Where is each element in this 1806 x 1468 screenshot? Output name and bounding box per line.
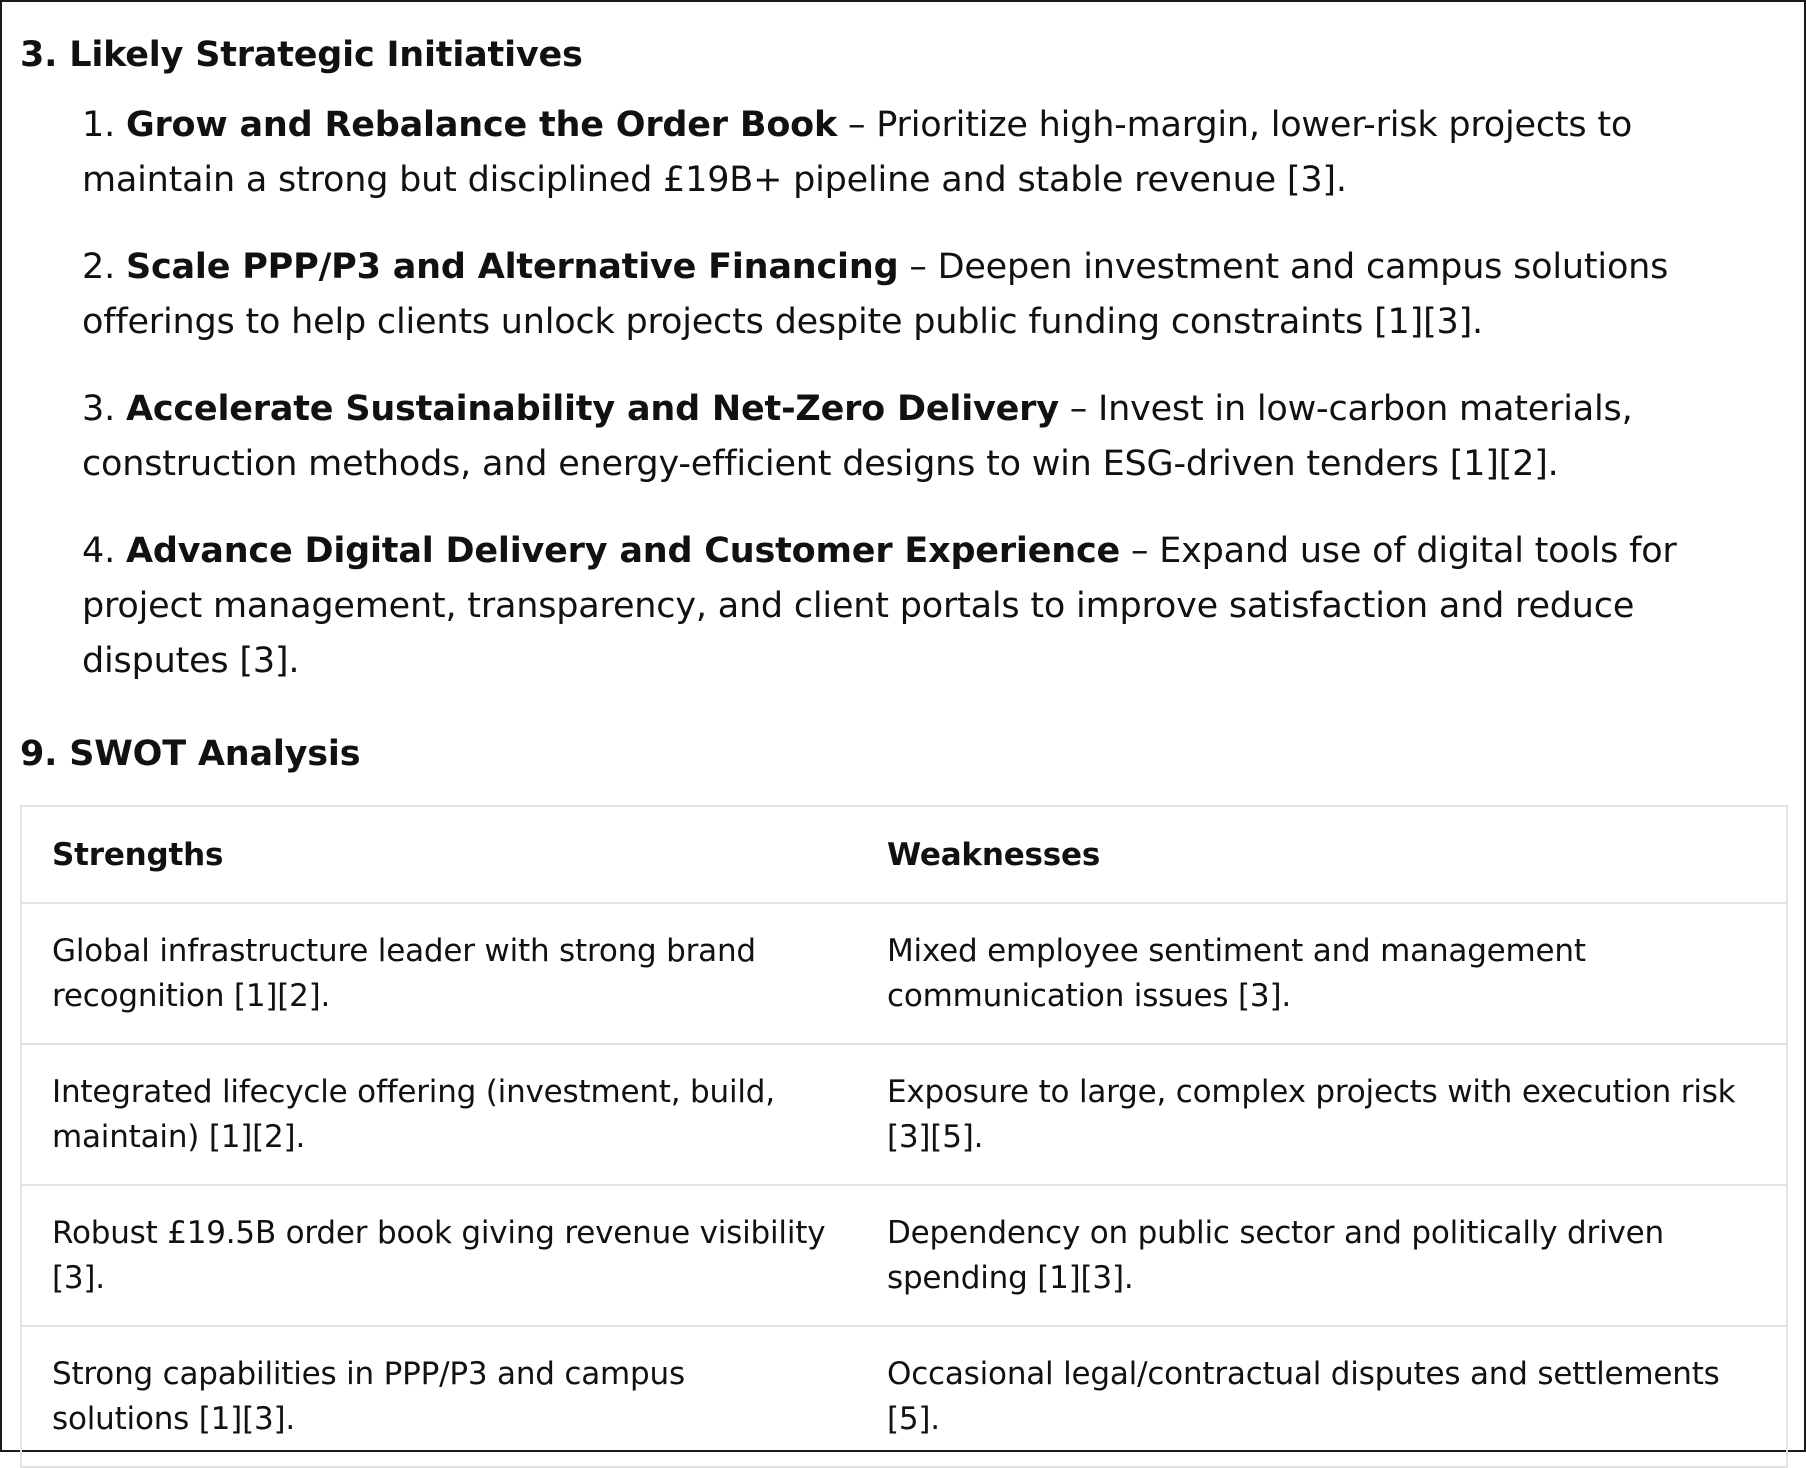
weakness-cell: Exposure to large, complex projects with execution risk [3][5].: [857, 1044, 1787, 1185]
strength-cell: Integrated lifecycle offering (investment, build, maintain) [1][2].: [21, 1044, 857, 1185]
weaknesses-header: Weaknesses: [857, 806, 1787, 903]
document-content: [20, 22, 1790, 1468]
initiative-number: 3.: [82, 389, 115, 429]
initiative-title: Scale PPP/P3 and Alternative Financing: [125, 247, 899, 287]
initiative-number: 4.: [82, 531, 115, 571]
initiatives-list: [20, 98, 1722, 689]
weakness-cell: Dependency on public sector and politically driven spending [1][3].: [857, 1185, 1787, 1326]
table-row: [21, 903, 1787, 1044]
initiative-description: – Deepen investment and campus solutions offerings to help clients unlock projects despite public funding constraints [1][3].: [82, 247, 1669, 342]
initiative-description: – Invest in low-carbon materials, construction methods, and energy-efficient designs to win ESG-driven tenders [1][2].: [82, 389, 1633, 484]
initiatives-heading: 3. Likely Strategic Initiatives: [20, 35, 583, 75]
table-row: [21, 1044, 1787, 1185]
strength-cell: Robust £19.5B order book giving revenue visibility [3].: [21, 1185, 857, 1326]
swot-table: [20, 805, 1788, 1468]
initiative-item: [82, 382, 1722, 492]
strengths-header: Strengths: [21, 806, 857, 903]
strength-cell: Strong capabilities in PPP/P3 and campus solutions [1][3].: [21, 1326, 857, 1467]
initiative-number: 2.: [82, 247, 115, 287]
initiative-item: [82, 98, 1722, 208]
initiative-number: 1.: [82, 105, 115, 145]
initiative-title: Grow and Rebalance the Order Book: [125, 105, 838, 145]
initiative-description: – Prioritize high-margin, lower-risk projects to maintain a strong but disciplined £19B+ pipeline and stable revenue [3].: [82, 105, 1633, 200]
initiative-title: Advance Digital Delivery and Customer Experience: [125, 531, 1121, 571]
table-row: [21, 1326, 1787, 1467]
strength-cell: Global infrastructure leader with strong brand recognition [1][2].: [21, 903, 857, 1044]
weakness-cell: Mixed employee sentiment and management communication issues [3].: [857, 903, 1787, 1044]
swot-heading: 9. SWOT Analysis: [20, 734, 361, 774]
initiative-title: Accelerate Sustainability and Net-Zero Delivery: [125, 389, 1059, 429]
initiative-item: [82, 524, 1722, 689]
initiative-description: – Expand use of digital tools for project management, transparency, and client portals to improve satisfaction and reduce disputes [3].: [82, 531, 1677, 681]
initiative-item: [82, 240, 1722, 350]
weakness-cell: Occasional legal/contractual disputes and settlements [5].: [857, 1326, 1787, 1467]
table-row: [21, 1185, 1787, 1326]
swot-header-row: [21, 806, 1787, 903]
